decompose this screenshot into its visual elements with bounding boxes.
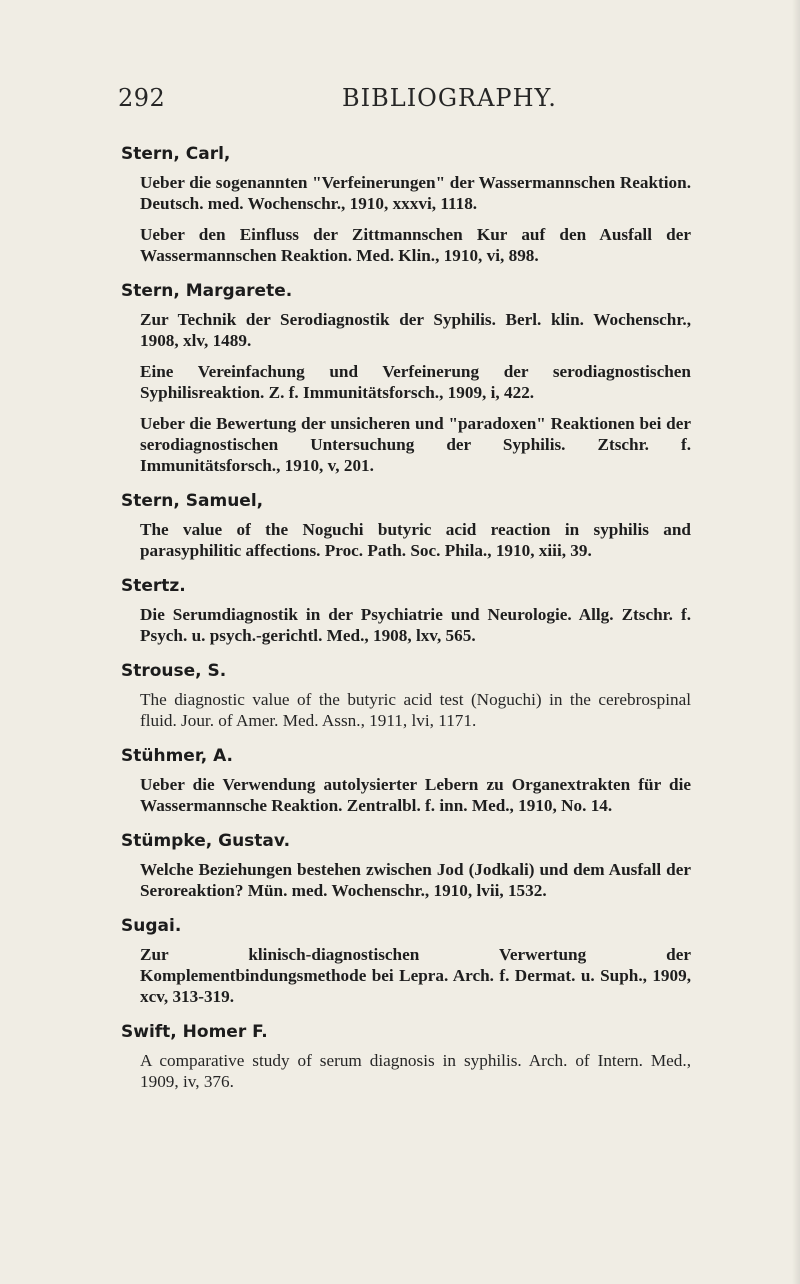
citation: The value of the Noguchi butyric acid reaction in syphilis and parasyphilitic affections. Proc. Path. Soc. Phila., 1910, xiii, 39.	[140, 520, 691, 560]
author-name: Sugai.	[121, 916, 182, 936]
author-name: Swift, Homer F.	[121, 1022, 268, 1042]
author-name: Strouse, S.	[121, 661, 227, 681]
author-entry	[121, 280, 691, 476]
author-entry	[121, 915, 691, 1007]
page-header	[118, 82, 678, 118]
citation: Zur klinisch-diagnostischen Verwertung der Komplementbindungsmethode bei Lepra. Arch. f. Dermat. u. Suph., 1909, xcv, 313-319.	[140, 945, 691, 1006]
author-entry	[121, 830, 691, 901]
author-entry	[121, 660, 691, 731]
citation: Welche Beziehungen bestehen zwischen Jod (Jodkali) und dem Ausfall der Seroreaktion? Mün. med. Wochenschr., 1910, lvii, 1532.	[140, 860, 691, 900]
citation: The diagnostic value of the butyric acid test (Noguchi) in the cerebrospinal fluid. Jour. of Amer. Med. Assn., 1911, lvi, 1171.	[140, 690, 691, 730]
citation: Die Serumdiagnostik in der Psychiatrie und Neurologie. Allg. Ztschr. f. Psych. u. psych.-gerichtl. Med., 1908, lxv, 565.	[140, 605, 691, 645]
author-name: Stühmer, A.	[121, 746, 234, 766]
author-entry	[121, 490, 691, 561]
running-title: BIBLIOGRAPHY.	[342, 84, 557, 112]
citation: Ueber die Verwendung autolysierter Lebern zu Organextrakten für die Wassermannsche Reaktion. Zentralbl. f. inn. Med., 1910, No. 14.	[140, 775, 691, 815]
citation: Ueber den Einfluss der Zittmannschen Kur auf den Ausfall der Wassermannschen Reaktion. Med. Klin., 1910, vi, 898.	[140, 225, 691, 265]
page-number: 292	[118, 84, 166, 112]
author-entry	[121, 745, 691, 816]
author-name: Stern, Carl,	[121, 144, 231, 164]
author-name: Stern, Margarete.	[121, 281, 293, 301]
page-edge-shadow	[792, 0, 800, 1284]
author-name: Stertz.	[121, 576, 186, 596]
citation: Eine Vereinfachung und Verfeinerung der serodiagnostischen Syphilisreaktion. Z. f. Immunitätsforsch., 1909, i, 422.	[140, 362, 691, 402]
author-entry	[121, 143, 691, 266]
citation: Ueber die Bewertung der unsicheren und "paradoxen" Reaktionen bei der serodiagnostischen Untersuchung der Syphilis. Ztschr. f. Immunitätsforsch., 1910, v, 201.	[140, 414, 691, 475]
citation: Ueber die sogenannten "Verfeinerungen" der Wassermannschen Reaktion. Deutsch. med. Wochenschr., 1910, xxxvi, 1118.	[140, 173, 691, 213]
author-entry	[121, 575, 691, 646]
author-name: Stümpke, Gustav.	[121, 831, 291, 851]
bibliography-list	[121, 143, 691, 1106]
author-name: Stern, Samuel,	[121, 491, 264, 511]
author-entry	[121, 1021, 691, 1092]
citation: Zur Technik der Serodiagnostik der Syphilis. Berl. klin. Wochenschr., 1908, xlv, 1489.	[140, 310, 691, 350]
citation: A comparative study of serum diagnosis in syphilis. Arch. of Intern. Med., 1909, iv, 376.	[140, 1051, 691, 1091]
